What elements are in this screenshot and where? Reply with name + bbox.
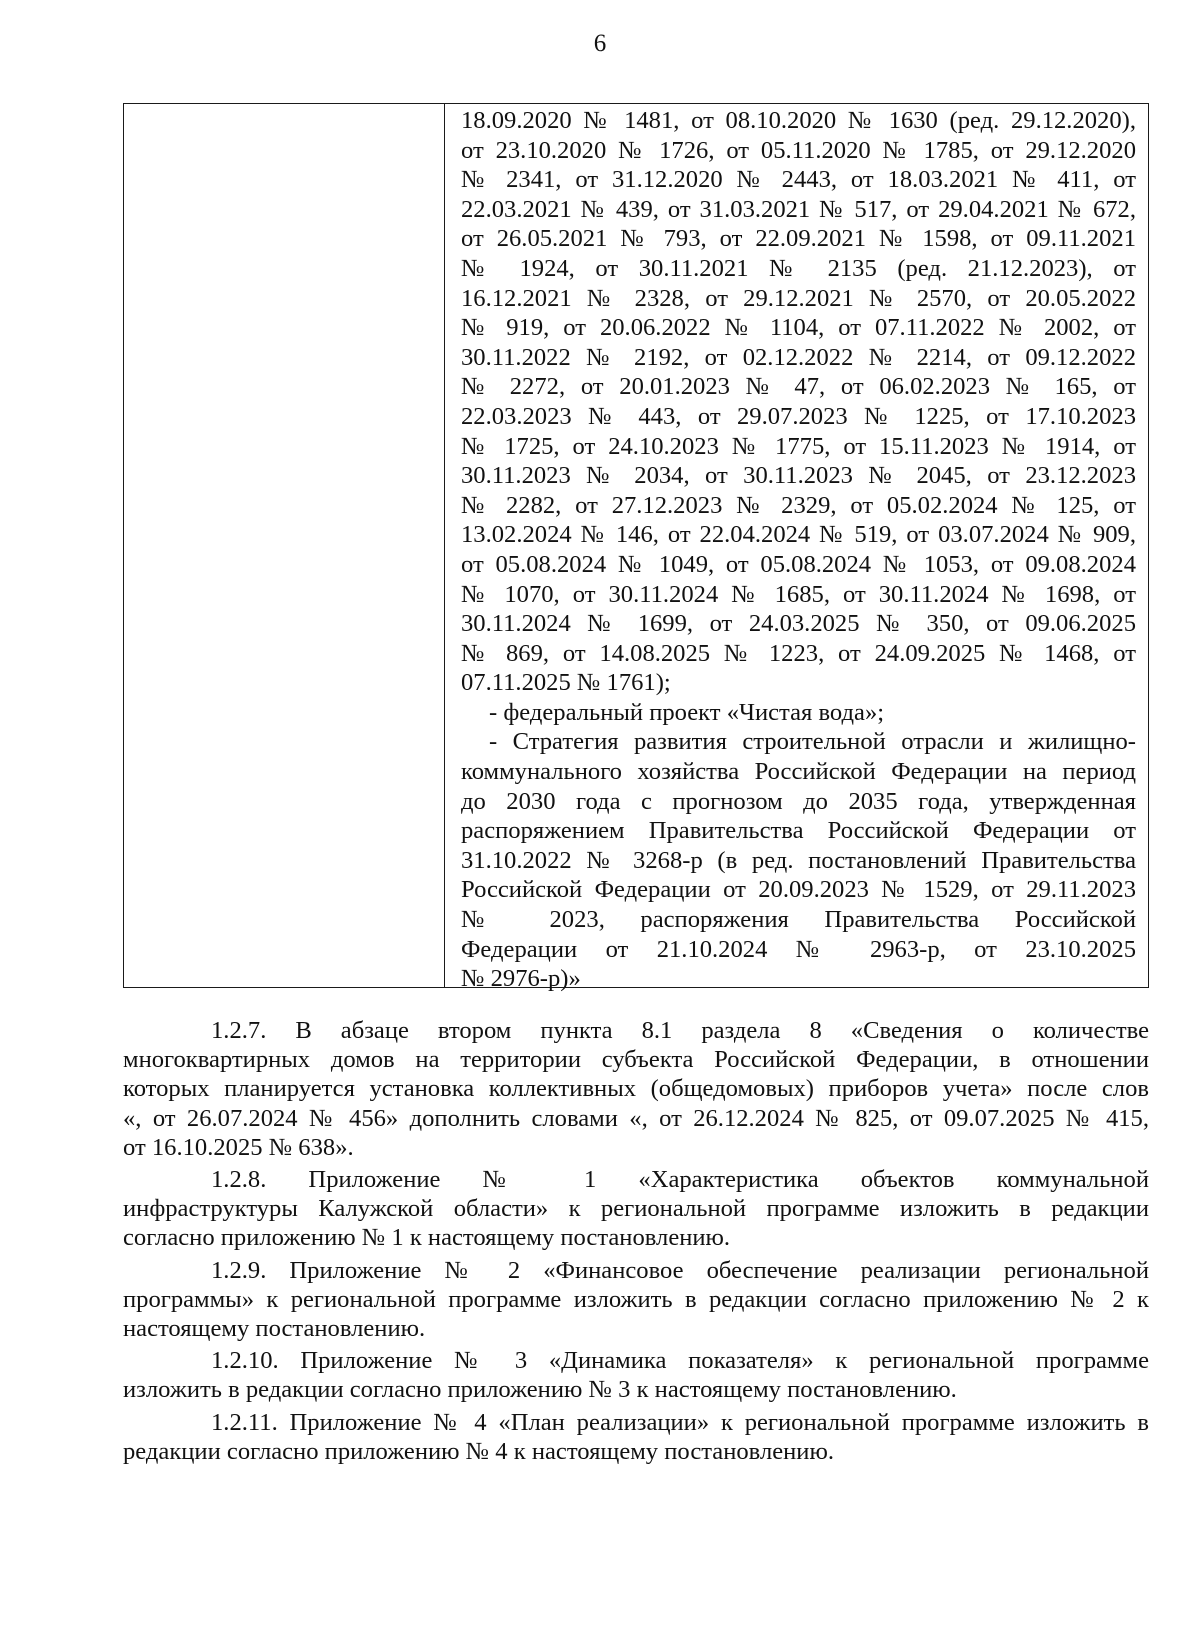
clause-paragraph [123, 1408, 1149, 1466]
clause-paragraph [123, 1256, 1149, 1344]
paragraph-line: согласно приложению № 1 к настоящему постановлению. [123, 1224, 731, 1252]
table-text-line: от 23.10.2020 № 1726, от 05.11.2020 № 1785, от 29.12.2020 [461, 136, 1136, 164]
table-text-line: 30.11.2022 № 2192, от 02.12.2022 № 2214, от 09.12.2022 [461, 343, 1136, 371]
table-text-line: от 26.05.2021 № 793, от 22.09.2021 № 1598, от 09.11.2021 [461, 225, 1136, 253]
table-left-cell [124, 104, 445, 987]
paragraph-line: программы» к региональной программе изложить в редакции согласно приложению № 2 к [123, 1285, 1149, 1313]
table-text-line: № 1924, от 30.11.2021 № 2135 (ред. 21.12.2023), от [461, 254, 1136, 282]
table-text-line: 30.11.2023 № 2034, от 30.11.2023 № 2045, от 23.12.2023 [461, 462, 1136, 490]
paragraph-line: 1.2.9. Приложение № 2 «Финансовое обеспечение реализации региональной [211, 1256, 1149, 1284]
paragraph-line: настоящему постановлению. [123, 1315, 426, 1343]
table-text-line: до 2030 года с прогнозом до 2035 года, утвержденная [461, 787, 1136, 815]
paragraph-line: «, от 26.07.2024 № 456» дополнить словами «, от 26.12.2024 № 825, от 09.07.2025 № 415, [123, 1104, 1149, 1132]
table-text-line: Российской Федерации от 20.09.2023 № 1529, от 29.11.2023 [461, 876, 1136, 904]
table-text-line: 16.12.2021 № 2328, от 29.12.2021 № 2570, от 20.05.2022 [461, 284, 1136, 312]
table-text-line: 18.09.2020 № 1481, от 08.10.2020 № 1630 (ред. 29.12.2020), [461, 107, 1136, 134]
table-text-line: 07.11.2025 № 1761); [461, 669, 671, 697]
paragraph-line: от 16.10.2025 № 638». [123, 1133, 354, 1161]
paragraph-line: 1.2.7. В абзаце втором пункта 8.1 раздела 8 «Сведения о количестве [211, 1017, 1149, 1044]
paragraph-line: 1.2.8. Приложение № 1 «Характеристика объектов коммунальной [211, 1166, 1149, 1194]
table-text-line: № 1070, от 30.11.2024 № 1685, от 30.11.2024 № 1698, от [461, 580, 1136, 608]
clause-paragraph [123, 1165, 1149, 1253]
table-text-line: № 919, от 20.06.2022 № 1104, от 07.11.2022 № 2002, от [461, 314, 1136, 342]
table-text-line: № 2272, от 20.01.2023 № 47, от 06.02.2023 № 165, от [461, 373, 1136, 401]
table-text-line: № 869, от 14.08.2025 № 1223, от 24.09.2025 № 1468, от [461, 639, 1136, 667]
table-text-line: № 2023, распоряжения Правительства Российской [461, 906, 1136, 934]
table-text-line: № 1725, от 24.10.2023 № 1775, от 15.11.2023 № 1914, от [461, 432, 1136, 460]
table-text-line: 31.10.2022 № 3268-р (в ред. постановлений Правительства [461, 846, 1136, 874]
clause-paragraph [123, 1346, 1149, 1404]
page-number: 6 [593, 30, 607, 57]
table-text-line: 22.03.2023 № 443, от 29.07.2023 № 1225, от 17.10.2023 [461, 402, 1136, 430]
clause-paragraph [123, 1016, 1149, 1162]
paragraph-line: 1.2.11. Приложение № 4 «План реализации» к региональной программе изложить в [211, 1408, 1149, 1436]
table-text-line: 13.02.2024 № 146, от 22.04.2024 № 519, от 03.07.2024 № 909, [461, 521, 1136, 549]
table-text-line: 30.11.2024 № 1699, от 24.03.2025 № 350, от 09.06.2025 [461, 610, 1136, 638]
table-text-line: - федеральный проект «Чистая вода»; [489, 698, 885, 726]
paragraph-line: изложить в редакции согласно приложению № 3 к настоящему постановлению. [123, 1376, 957, 1404]
paragraph-line: которых планируется установка коллективных (общедомовых) приборов учета» после слов [123, 1075, 1149, 1103]
table-text-line: № 2282, от 27.12.2023 № 2329, от 05.02.2024 № 125, от [461, 491, 1136, 519]
table-text-line: № 2976-р)» [461, 965, 581, 993]
table-text-line: - Стратегия развития строительной отрасли и жилищно- [489, 728, 1136, 756]
table-right-cell [445, 104, 1148, 993]
table-text-line: распоряжением Правительства Российской Федерации от [461, 817, 1136, 845]
amendments-table [123, 103, 1149, 993]
document-body [123, 1016, 1149, 1469]
paragraph-line: 1.2.10. Приложение № 3 «Динамика показателя» к региональной программе [211, 1347, 1149, 1375]
table-text-line: Федерации от 21.10.2024 № 2963-р, от 23.10.2025 [461, 935, 1136, 963]
table-text-line: № 2341, от 31.12.2020 № 2443, от 18.03.2021 № 411, от [461, 166, 1136, 194]
paragraph-line: инфраструктуры Калужской области» к региональной программе изложить в редакции [123, 1195, 1149, 1223]
table-text-line: коммунального хозяйства Российской Федерации на период [461, 758, 1136, 786]
paragraph-line: редакции согласно приложению № 4 к настоящему постановлению. [123, 1437, 834, 1465]
paragraph-line: многоквартирных домов на территории субъекта Российской Федерации, в отношении [123, 1046, 1149, 1074]
table-text-line: 22.03.2021 № 439, от 31.03.2021 № 517, от 29.04.2021 № 672, [461, 195, 1136, 223]
table-text-line: от 05.08.2024 № 1049, от 05.08.2024 № 1053, от 09.08.2024 [461, 550, 1136, 578]
